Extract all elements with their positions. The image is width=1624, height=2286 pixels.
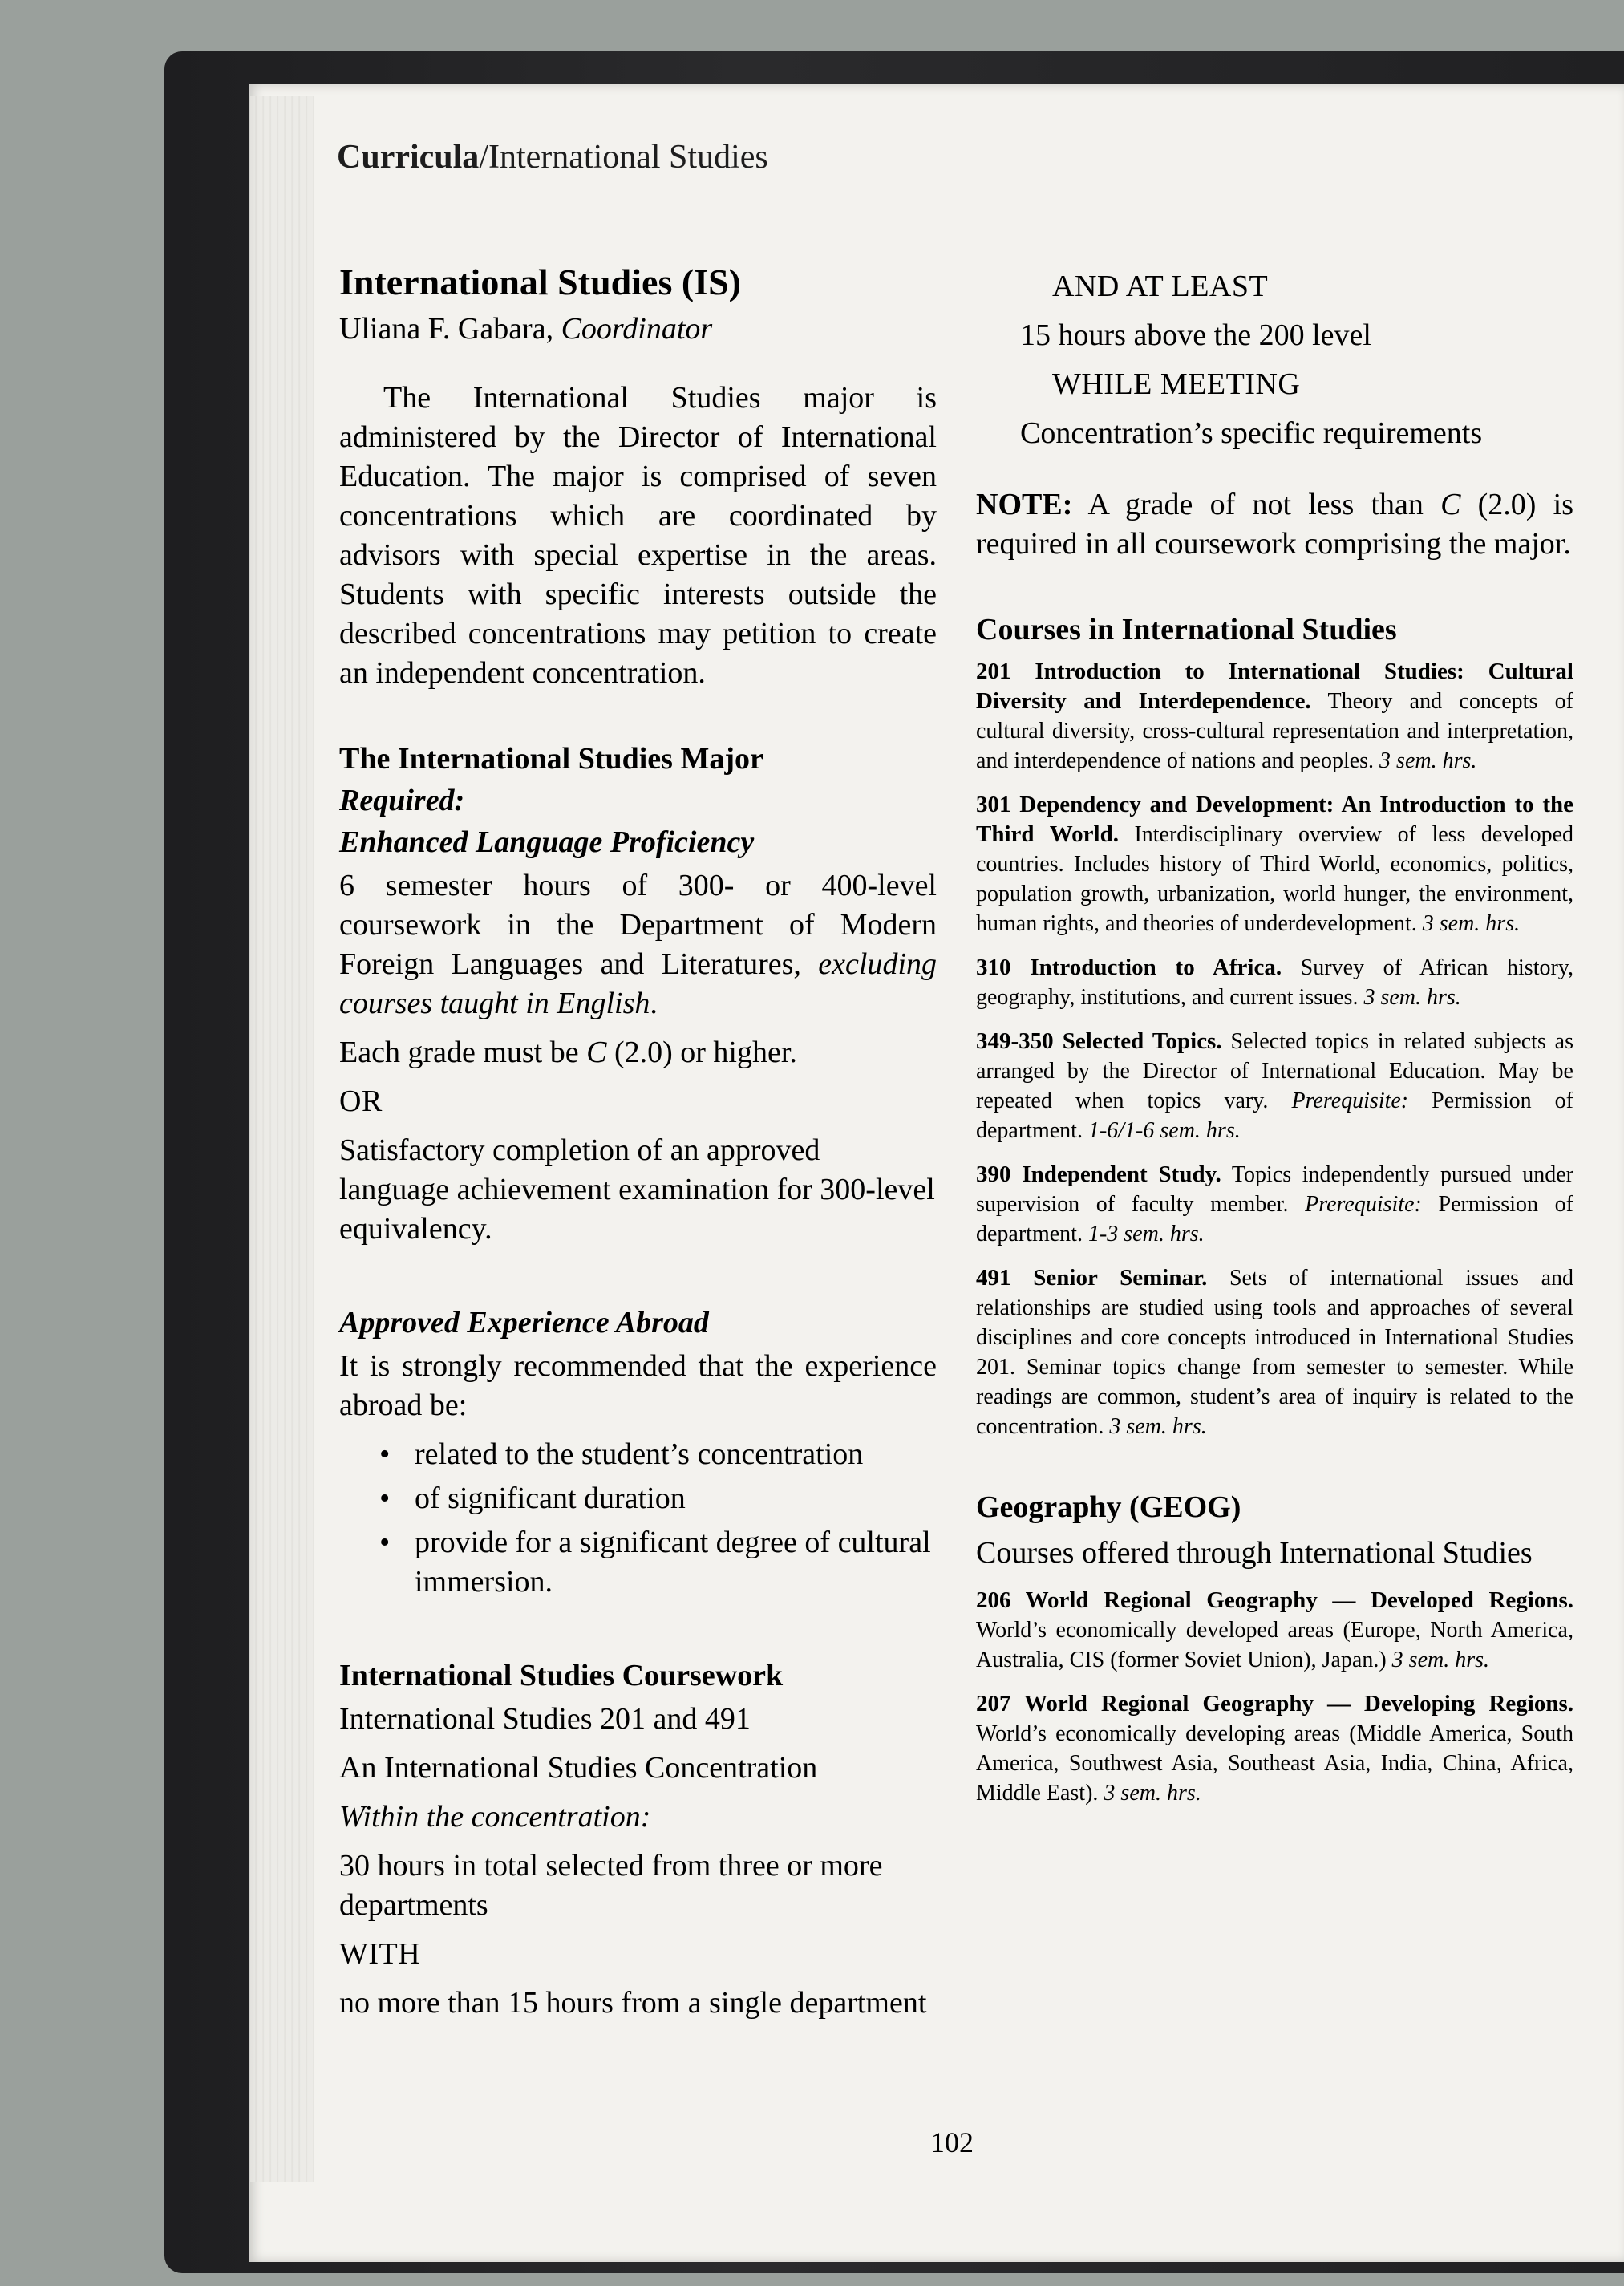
course-entry (976, 953, 1573, 1012)
bullet-text: related to the student’s concentration (415, 1437, 864, 1471)
coursework-line: An International Studies Concentration (339, 1751, 818, 1785)
running-header (337, 138, 768, 176)
course-hours: 3 sem. hrs. (1104, 1781, 1201, 1806)
course-entry (976, 1027, 1573, 1145)
course-desc: Theory and concepts of cultural diversity, cross-cultural representation and interpretation, and interdependence of nations and peoples. (976, 689, 1573, 773)
note-paragraph (976, 485, 1573, 564)
course-entry (976, 1263, 1573, 1441)
course-entry (976, 1586, 1573, 1675)
course-prereq-label: Prerequisite: (1305, 1192, 1422, 1217)
grade-post: (2.0) or higher. (606, 1036, 797, 1069)
course-hours: 3 sem. hrs. (1391, 1648, 1490, 1672)
language-heading: Enhanced Language Proficiency (339, 825, 755, 859)
grade-letter: C (586, 1036, 607, 1069)
courses-heading: Courses in International Studies (976, 613, 1397, 646)
running-header-bold: Curricula (337, 139, 480, 176)
geography-subtitle: Courses offered through International Studies (976, 1536, 1533, 1570)
course-desc: Interdisciplinary overview of less developed countries. Includes history of Third World, economics, politics, population growth, urbanization, world hunger, the environment, human rights, and theories of underdevelopment. (976, 822, 1573, 936)
exam-alternative: Satisfactory completion of an approved language achievement examination for 300-level equivalency. (339, 1133, 935, 1246)
and-at-least-label: AND AT LEAST (1052, 270, 1269, 303)
page-number: 102 (930, 2126, 974, 2158)
abroad-text: It is strongly recommended that the experience abroad be: (339, 1349, 937, 1422)
course-title: 201 Introduction to International Studies: Cultural Diversity and Interdependence. (976, 659, 1573, 714)
while-meeting-label: WHILE MEETING (1052, 367, 1301, 401)
course-desc: Survey of African history, geography, institutions, and current issues. (976, 955, 1573, 1010)
bullet-item (379, 1523, 937, 1602)
hours-total: 30 hours in total selected from three or more departments (339, 1849, 883, 1922)
course-title: 390 Independent Study. (976, 1161, 1221, 1187)
note-label: NOTE: (976, 488, 1073, 521)
bullet-dot-icon: • (379, 1526, 391, 1559)
language-exclusion: excluding courses taught in English (339, 947, 937, 1020)
course-prereq: Permission of department. (976, 1192, 1574, 1246)
major-heading: The International Studies Major (339, 742, 763, 776)
bullet-text: of significant duration (415, 1481, 686, 1515)
or-label: OR (339, 1084, 383, 1118)
coursework-line: International Studies 201 and 491 (339, 1702, 751, 1736)
required-label: Required: (339, 784, 465, 817)
course-hours: 1-6/1-6 sem. hrs. (1087, 1118, 1241, 1143)
running-header-rest: /International Studies (479, 139, 768, 176)
intro-paragraph: The International Studies major is administered by the Director of International Education. The major is comprised of seven concentrations which are coordinated by advisors with special expertise in the areas. Students with specific interests outside the described concentrations may petition to create an independent concentration. (339, 381, 937, 690)
left-column (339, 261, 937, 2033)
course-hours: 3 sem. hrs. (1109, 1414, 1207, 1439)
bullet-item (379, 1479, 937, 1518)
abroad-heading: Approved Experience Abroad (339, 1306, 709, 1340)
hours-above-200: 15 hours above the 200 level (1020, 318, 1371, 352)
grade-requirement (339, 1033, 937, 1072)
note-post: (2.0) is required in all coursework comprising the major. (976, 488, 1574, 561)
course-title: 349-350 Selected Topics. (976, 1028, 1222, 1054)
course-title: 207 World Regional Geography — Developing Regions. (976, 1691, 1573, 1717)
course-desc: Topics independently pursued under supervision of faculty member. (976, 1162, 1573, 1217)
course-title: 206 World Regional Geography — Developed Regions. (976, 1587, 1573, 1613)
section-title: International Studies (IS) (339, 261, 741, 302)
course-hours: 3 sem. hrs. (1422, 911, 1521, 936)
bullet-text: provide for a significant degree of cultural immersion. (415, 1526, 931, 1599)
course-entry (976, 657, 1573, 776)
note-grade: C (1440, 488, 1461, 521)
note-pre: A grade of not less than (1072, 488, 1441, 521)
language-period: . (650, 987, 658, 1020)
coordinator-line (339, 311, 937, 347)
course-hours: 3 sem. hrs. (1379, 748, 1477, 773)
course-title: 310 Introduction to Africa. (976, 955, 1282, 980)
coordinator-role: Coordinator (561, 312, 713, 346)
grade-pre: Each grade must be (339, 1036, 587, 1069)
geography-heading: Geography (GEOG) (976, 1490, 1241, 1524)
coordinator-name: Uliana F. Gabara, (339, 312, 561, 346)
bullet-dot-icon: • (379, 1437, 391, 1471)
course-desc: Sets of international issues and relationships are studied using tools and approaches of several disciplines and core concepts introduced in International Studies 201. Seminar topics change from semester to semester. While readings are common, student’s area of inquiry is related to the concentration. (976, 1266, 1573, 1439)
course-title: 491 Senior Seminar. (976, 1265, 1208, 1291)
language-text: 6 semester hours of 300- or 400-level coursework in the Department of Modern Foreign Languages and Literatures, (339, 869, 937, 981)
course-prereq-label: Prerequisite: (1291, 1088, 1409, 1113)
language-requirement (339, 866, 937, 1023)
coursework-heading: International Studies Coursework (339, 1659, 784, 1692)
course-entry (976, 1160, 1573, 1249)
course-hours: 1-3 sem. hrs. (1087, 1222, 1205, 1246)
bullet-item (379, 1435, 937, 1474)
course-title: 301 Dependency and Development: An Introduction to the Third World. (976, 792, 1573, 847)
with-label: WITH (339, 1937, 421, 1971)
page-edges (250, 96, 314, 2182)
course-desc: World’s economically developed areas (Europe, North America, Australia, CIS (former Soviet Union), Japan.) (976, 1618, 1573, 1672)
bullet-dot-icon: • (379, 1481, 391, 1515)
course-desc: Selected topics in related subjects as arranged by the Director of International Education. May be repeated when topics vary. (976, 1029, 1574, 1113)
course-hours: 3 sem. hrs. (1363, 985, 1461, 1010)
within-label: Within the concentration: (339, 1800, 651, 1834)
concentration-requirements: Concentration’s specific requirements (1020, 416, 1483, 450)
course-entry (976, 790, 1573, 938)
course-entry (976, 1689, 1573, 1808)
course-prereq: Permission of department. (976, 1088, 1574, 1143)
course-desc: World’s economically developing areas (Middle America, South America, Southwest Asia, Southeast Asia, India, China, Africa, Middle East). (976, 1721, 1573, 1806)
right-column (976, 261, 1573, 1822)
hours-limit: no more than 15 hours from a single department (339, 1986, 927, 2020)
